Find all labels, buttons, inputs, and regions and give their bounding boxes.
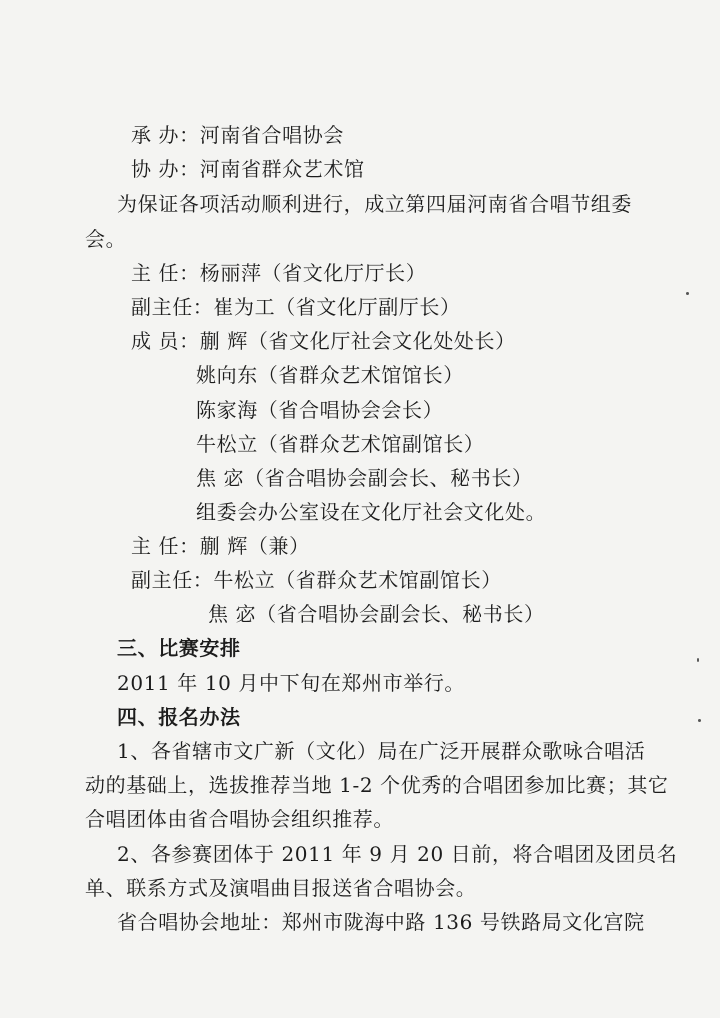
office-director-line: 主 任：蒯 辉（兼） (131, 534, 310, 558)
co-organizer-line: 协 办：河南省群众艺术馆 (131, 157, 365, 181)
director-line: 主 任：杨丽萍（省文化厅厅长） (131, 261, 427, 285)
schedule-line: 2011 年 10 月中下旬在郑州市举行。 (117, 671, 466, 695)
registration-paragraph-line: 合唱团体由省合唱协会组织推荐。 (85, 807, 394, 831)
scan-speck (698, 719, 701, 722)
section-heading-schedule: 三、比赛安排 (117, 636, 241, 660)
member-line: 姚向东（省群众艺术馆馆长） (196, 363, 464, 387)
member-line: 牛松立（省群众艺术馆副馆长） (196, 432, 485, 456)
scan-speck (686, 292, 689, 295)
office-location-line: 组委会办公室设在文化厅社会文化处。 (196, 500, 547, 524)
registration-paragraph-line: 1、各省辖市文广新（文化）局在广泛开展群众歌咏合唱活 (117, 739, 646, 763)
deputy-director-line: 副主任：崔为工（省文化厅副厅长） (131, 295, 461, 319)
member-line: 陈家海（省合唱协会会长） (196, 398, 444, 422)
registration-paragraph-line: 动的基础上，选拔推荐当地 1-2 个优秀的合唱团参加比赛；其它 (85, 773, 669, 797)
scan-speck (697, 658, 699, 662)
office-deputy-line: 焦 宓（省合唱协会副会长、秘书长） (208, 602, 545, 626)
committee-intro-line-1: 为保证各项活动顺利进行，成立第四届河南省合唱节组委 (117, 192, 632, 216)
member-line: 焦 宓（省合唱协会副会长、秘书长） (196, 466, 533, 490)
organizer-line: 承 办：河南省合唱协会 (131, 123, 344, 147)
registration-paragraph-line: 2、各参赛团体于 2011 年 9 月 20 日前，将合唱团及团员名 (117, 842, 678, 866)
committee-intro-line-2: 会。 (85, 227, 127, 251)
registration-paragraph-line: 单、联系方式及演唱曲目报送省合唱协会。 (85, 876, 477, 900)
members-line: 成 员：蒯 辉（省文化厅社会文化处处长） (131, 329, 516, 353)
section-heading-registration: 四、报名办法 (117, 705, 241, 729)
office-deputy-line: 副主任：牛松立（省群众艺术馆副馆长） (131, 568, 502, 592)
address-line: 省合唱协会地址：郑州市陇海中路 136 号铁路局文化宫院 (117, 910, 645, 934)
